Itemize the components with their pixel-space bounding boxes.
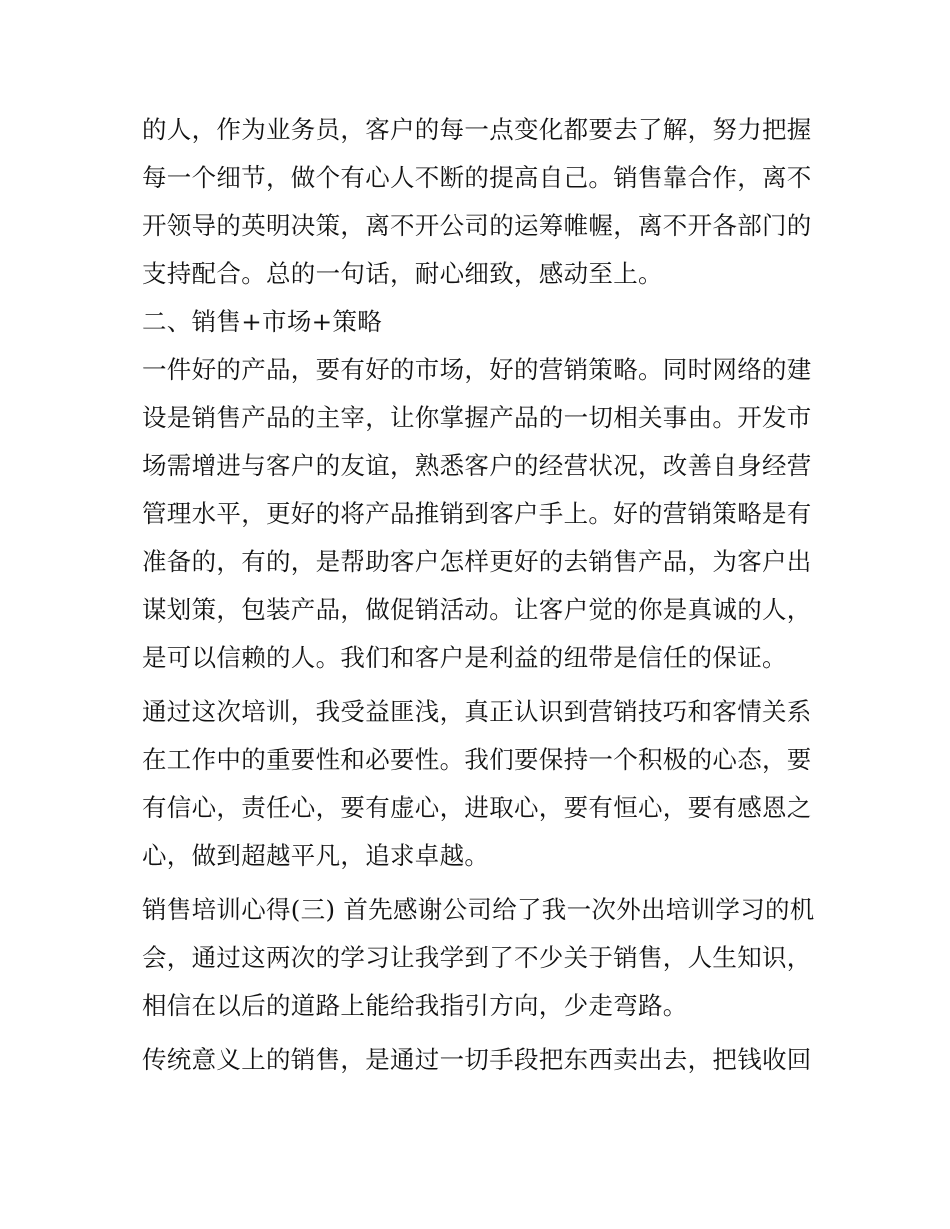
text-line: 谋划策，包装产品，做促销活动。让客户觉的你是真诚的人， xyxy=(142,595,812,624)
text-line: 相信在以后的道路上能给我指引方向，少走弯路。 xyxy=(142,991,688,1020)
text-line: 有信心，责任心，要有虚心，进取心，要有恒心，要有感恩之 xyxy=(142,793,812,822)
text-line: 开领导的英明决策，离不开公司的运筹帷幄，离不开各部门的 xyxy=(142,211,812,240)
text-line: 的人，作为业务员，客户的每一点变化都要去了解，努力把握 xyxy=(142,115,812,144)
section-heading: 二、销售+市场+策略 xyxy=(142,307,383,336)
text-line: 支持配合。总的一句话，耐心细致，感动至上。 xyxy=(142,259,663,288)
text-line: 管理水平，更好的将产品推销到客户手上。好的营销策略是有 xyxy=(142,499,812,528)
text-line: 心，做到超越平凡，追求卓越。 xyxy=(142,841,490,870)
text-line: 会，通过这两次的学习让我学到了不少关于销售，人生知识， xyxy=(142,943,812,972)
text-line: 通过这次培训，我受益匪浅，真正认识到营销技巧和客情关系 xyxy=(142,697,812,726)
text-line: 每一个细节，做个有心人不断的提高自己。销售靠合作，离不 xyxy=(142,163,812,192)
text-line: 在工作中的重要性和必要性。我们要保持一个积极的心态，要 xyxy=(142,745,812,774)
text-line: 设是销售产品的主宰，让你掌握产品的一切相关事由。开发市 xyxy=(142,403,812,432)
document-body xyxy=(142,106,814,1084)
text-line: 传统意义上的销售，是通过一切手段把东西卖出去，把钱收回 xyxy=(142,1045,812,1074)
text-line: 销售培训心得(三) 首先感谢公司给了我一次外出培训学习的机 xyxy=(142,895,815,924)
text-line: 场需增进与客户的友谊，熟悉客户的经营状况，改善自身经营 xyxy=(142,451,812,480)
text-line: 是可以信赖的人。我们和客户是利益的纽带是信任的保证。 xyxy=(142,643,787,672)
text-line: 准备的，有的，是帮助客户怎样更好的去销售产品，为客户出 xyxy=(142,547,812,576)
text-line: 一件好的产品，要有好的市场，好的营销策略。同时网络的建 xyxy=(142,355,812,384)
